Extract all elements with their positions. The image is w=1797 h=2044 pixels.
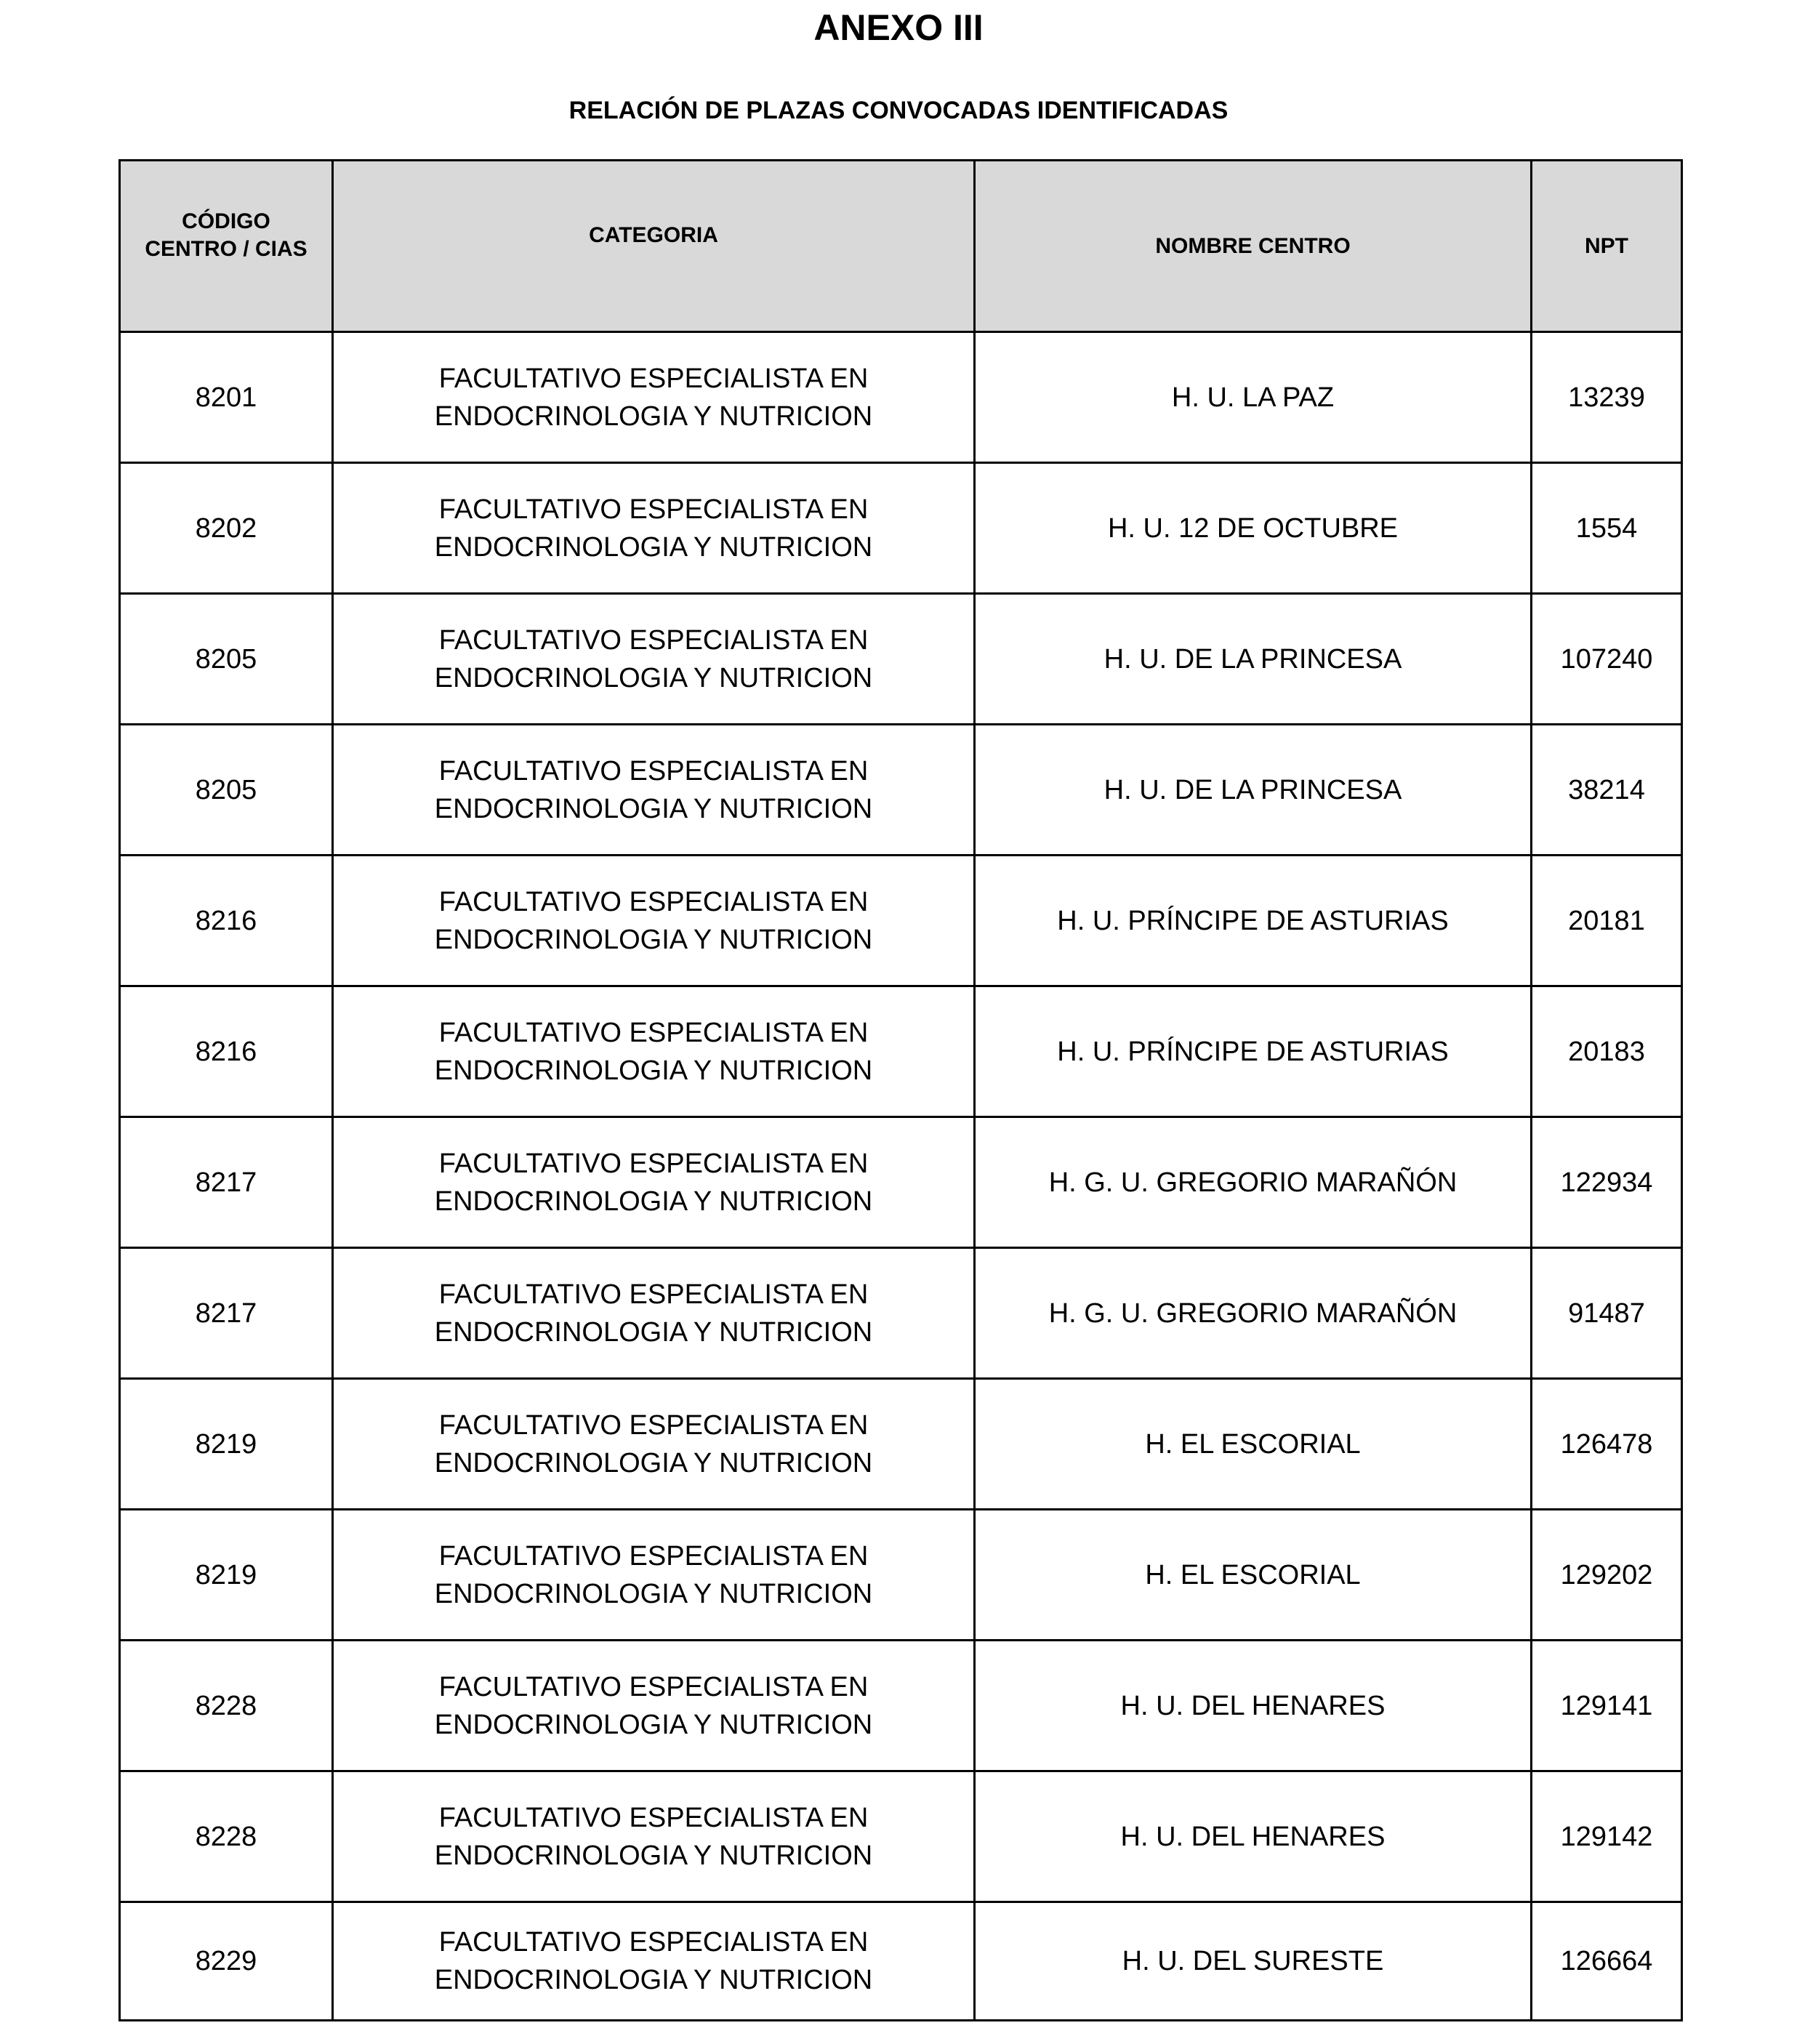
cell-codigo: 8216: [120, 856, 333, 986]
cell-codigo: 8205: [120, 594, 333, 725]
table-row: [120, 986, 1682, 1117]
cell-nombre: H. U. LA PAZ: [975, 332, 1532, 463]
cell-codigo: 8202: [120, 463, 333, 594]
cell-nombre: H. EL ESCORIAL: [975, 1510, 1532, 1641]
cell-npt: 129202: [1532, 1510, 1682, 1641]
cell-npt: 122934: [1532, 1117, 1682, 1248]
table-row: [120, 1902, 1682, 2021]
cell-categoria: FACULTATIVO ESPECIALISTA EN ENDOCRINOLOGIA Y NUTRICION: [333, 463, 975, 594]
cell-npt: 126664: [1532, 1902, 1682, 2021]
cell-categoria: FACULTATIVO ESPECIALISTA EN ENDOCRINOLOGIA Y NUTRICION: [333, 1248, 975, 1379]
cell-codigo: 8201: [120, 332, 333, 463]
cell-codigo: 8228: [120, 1771, 333, 1902]
table-row: [120, 463, 1682, 594]
cell-nombre: H. EL ESCORIAL: [975, 1379, 1532, 1510]
table-row: [120, 1641, 1682, 1771]
cell-npt: 20183: [1532, 986, 1682, 1117]
cell-npt: 129142: [1532, 1771, 1682, 1902]
cell-npt: 13239: [1532, 332, 1682, 463]
cell-categoria: FACULTATIVO ESPECIALISTA EN ENDOCRINOLOGIA Y NUTRICION: [333, 1117, 975, 1248]
cell-categoria: FACULTATIVO ESPECIALISTA EN ENDOCRINOLOGIA Y NUTRICION: [333, 594, 975, 725]
table-row: [120, 332, 1682, 463]
cell-categoria: FACULTATIVO ESPECIALISTA EN ENDOCRINOLOGIA Y NUTRICION: [333, 1771, 975, 1902]
cell-categoria: FACULTATIVO ESPECIALISTA EN ENDOCRINOLOGIA Y NUTRICION: [333, 725, 975, 856]
cell-nombre: H. U. DEL SURESTE: [975, 1902, 1532, 2021]
cell-categoria: FACULTATIVO ESPECIALISTA EN ENDOCRINOLOGIA Y NUTRICION: [333, 1641, 975, 1771]
table-row: [120, 1117, 1682, 1248]
page-subtitle: RELACIÓN DE PLAZAS CONVOCADAS IDENTIFICADAS: [568, 97, 1229, 124]
cell-nombre: H. U. PRÍNCIPE DE ASTURIAS: [975, 986, 1532, 1117]
cell-categoria: FACULTATIVO ESPECIALISTA EN ENDOCRINOLOGIA Y NUTRICION: [333, 986, 975, 1117]
cell-npt: 91487: [1532, 1248, 1682, 1379]
cell-npt: 107240: [1532, 594, 1682, 725]
cell-codigo: 8216: [120, 986, 333, 1117]
cell-categoria: FACULTATIVO ESPECIALISTA EN ENDOCRINOLOGIA Y NUTRICION: [333, 1902, 975, 2021]
table-row: [120, 594, 1682, 725]
cell-nombre: H. G. U. GREGORIO MARAÑÓN: [975, 1117, 1532, 1248]
cell-nombre: H. U. DEL HENARES: [975, 1641, 1532, 1771]
cell-codigo: 8229: [120, 1902, 333, 2021]
cell-codigo: 8219: [120, 1379, 333, 1510]
cell-npt: 38214: [1532, 725, 1682, 856]
cell-categoria: FACULTATIVO ESPECIALISTA EN ENDOCRINOLOGIA Y NUTRICION: [333, 1379, 975, 1510]
cell-codigo: 8217: [120, 1117, 333, 1248]
cell-npt: 129141: [1532, 1641, 1682, 1771]
table-row: [120, 1248, 1682, 1379]
table-row: [120, 1510, 1682, 1641]
cell-nombre: H. U. DE LA PRINCESA: [975, 725, 1532, 856]
header-codigo: CÓDIGO CENTRO / CIAS: [120, 161, 333, 332]
cell-nombre: H. U. PRÍNCIPE DE ASTURIAS: [975, 856, 1532, 986]
cell-categoria: FACULTATIVO ESPECIALISTA EN ENDOCRINOLOGIA Y NUTRICION: [333, 1510, 975, 1641]
cell-categoria: FACULTATIVO ESPECIALISTA EN ENDOCRINOLOGIA Y NUTRICION: [333, 332, 975, 463]
cell-codigo: 8217: [120, 1248, 333, 1379]
cell-categoria: FACULTATIVO ESPECIALISTA EN ENDOCRINOLOGIA Y NUTRICION: [333, 856, 975, 986]
cell-nombre: H. U. DE LA PRINCESA: [975, 594, 1532, 725]
table-row: [120, 725, 1682, 856]
plazas-table: [118, 159, 1683, 2021]
cell-npt: 126478: [1532, 1379, 1682, 1510]
cell-nombre: H. G. U. GREGORIO MARAÑÓN: [975, 1248, 1532, 1379]
table-row: [120, 856, 1682, 986]
cell-nombre: H. U. DEL HENARES: [975, 1771, 1532, 1902]
header-npt: NPT: [1532, 161, 1682, 332]
header-categoria: CATEGORIA: [333, 161, 975, 332]
table-row: [120, 1379, 1682, 1510]
table-row: [120, 1771, 1682, 1902]
cell-codigo: 8205: [120, 725, 333, 856]
table-header-row: [120, 161, 1682, 332]
cell-codigo: 8219: [120, 1510, 333, 1641]
header-nombre: NOMBRE CENTRO: [975, 161, 1532, 332]
cell-npt: 20181: [1532, 856, 1682, 986]
cell-npt: 1554: [1532, 463, 1682, 594]
cell-codigo: 8228: [120, 1641, 333, 1771]
cell-nombre: H. U. 12 DE OCTUBRE: [975, 463, 1532, 594]
page-title: ANEXO III: [813, 7, 984, 48]
